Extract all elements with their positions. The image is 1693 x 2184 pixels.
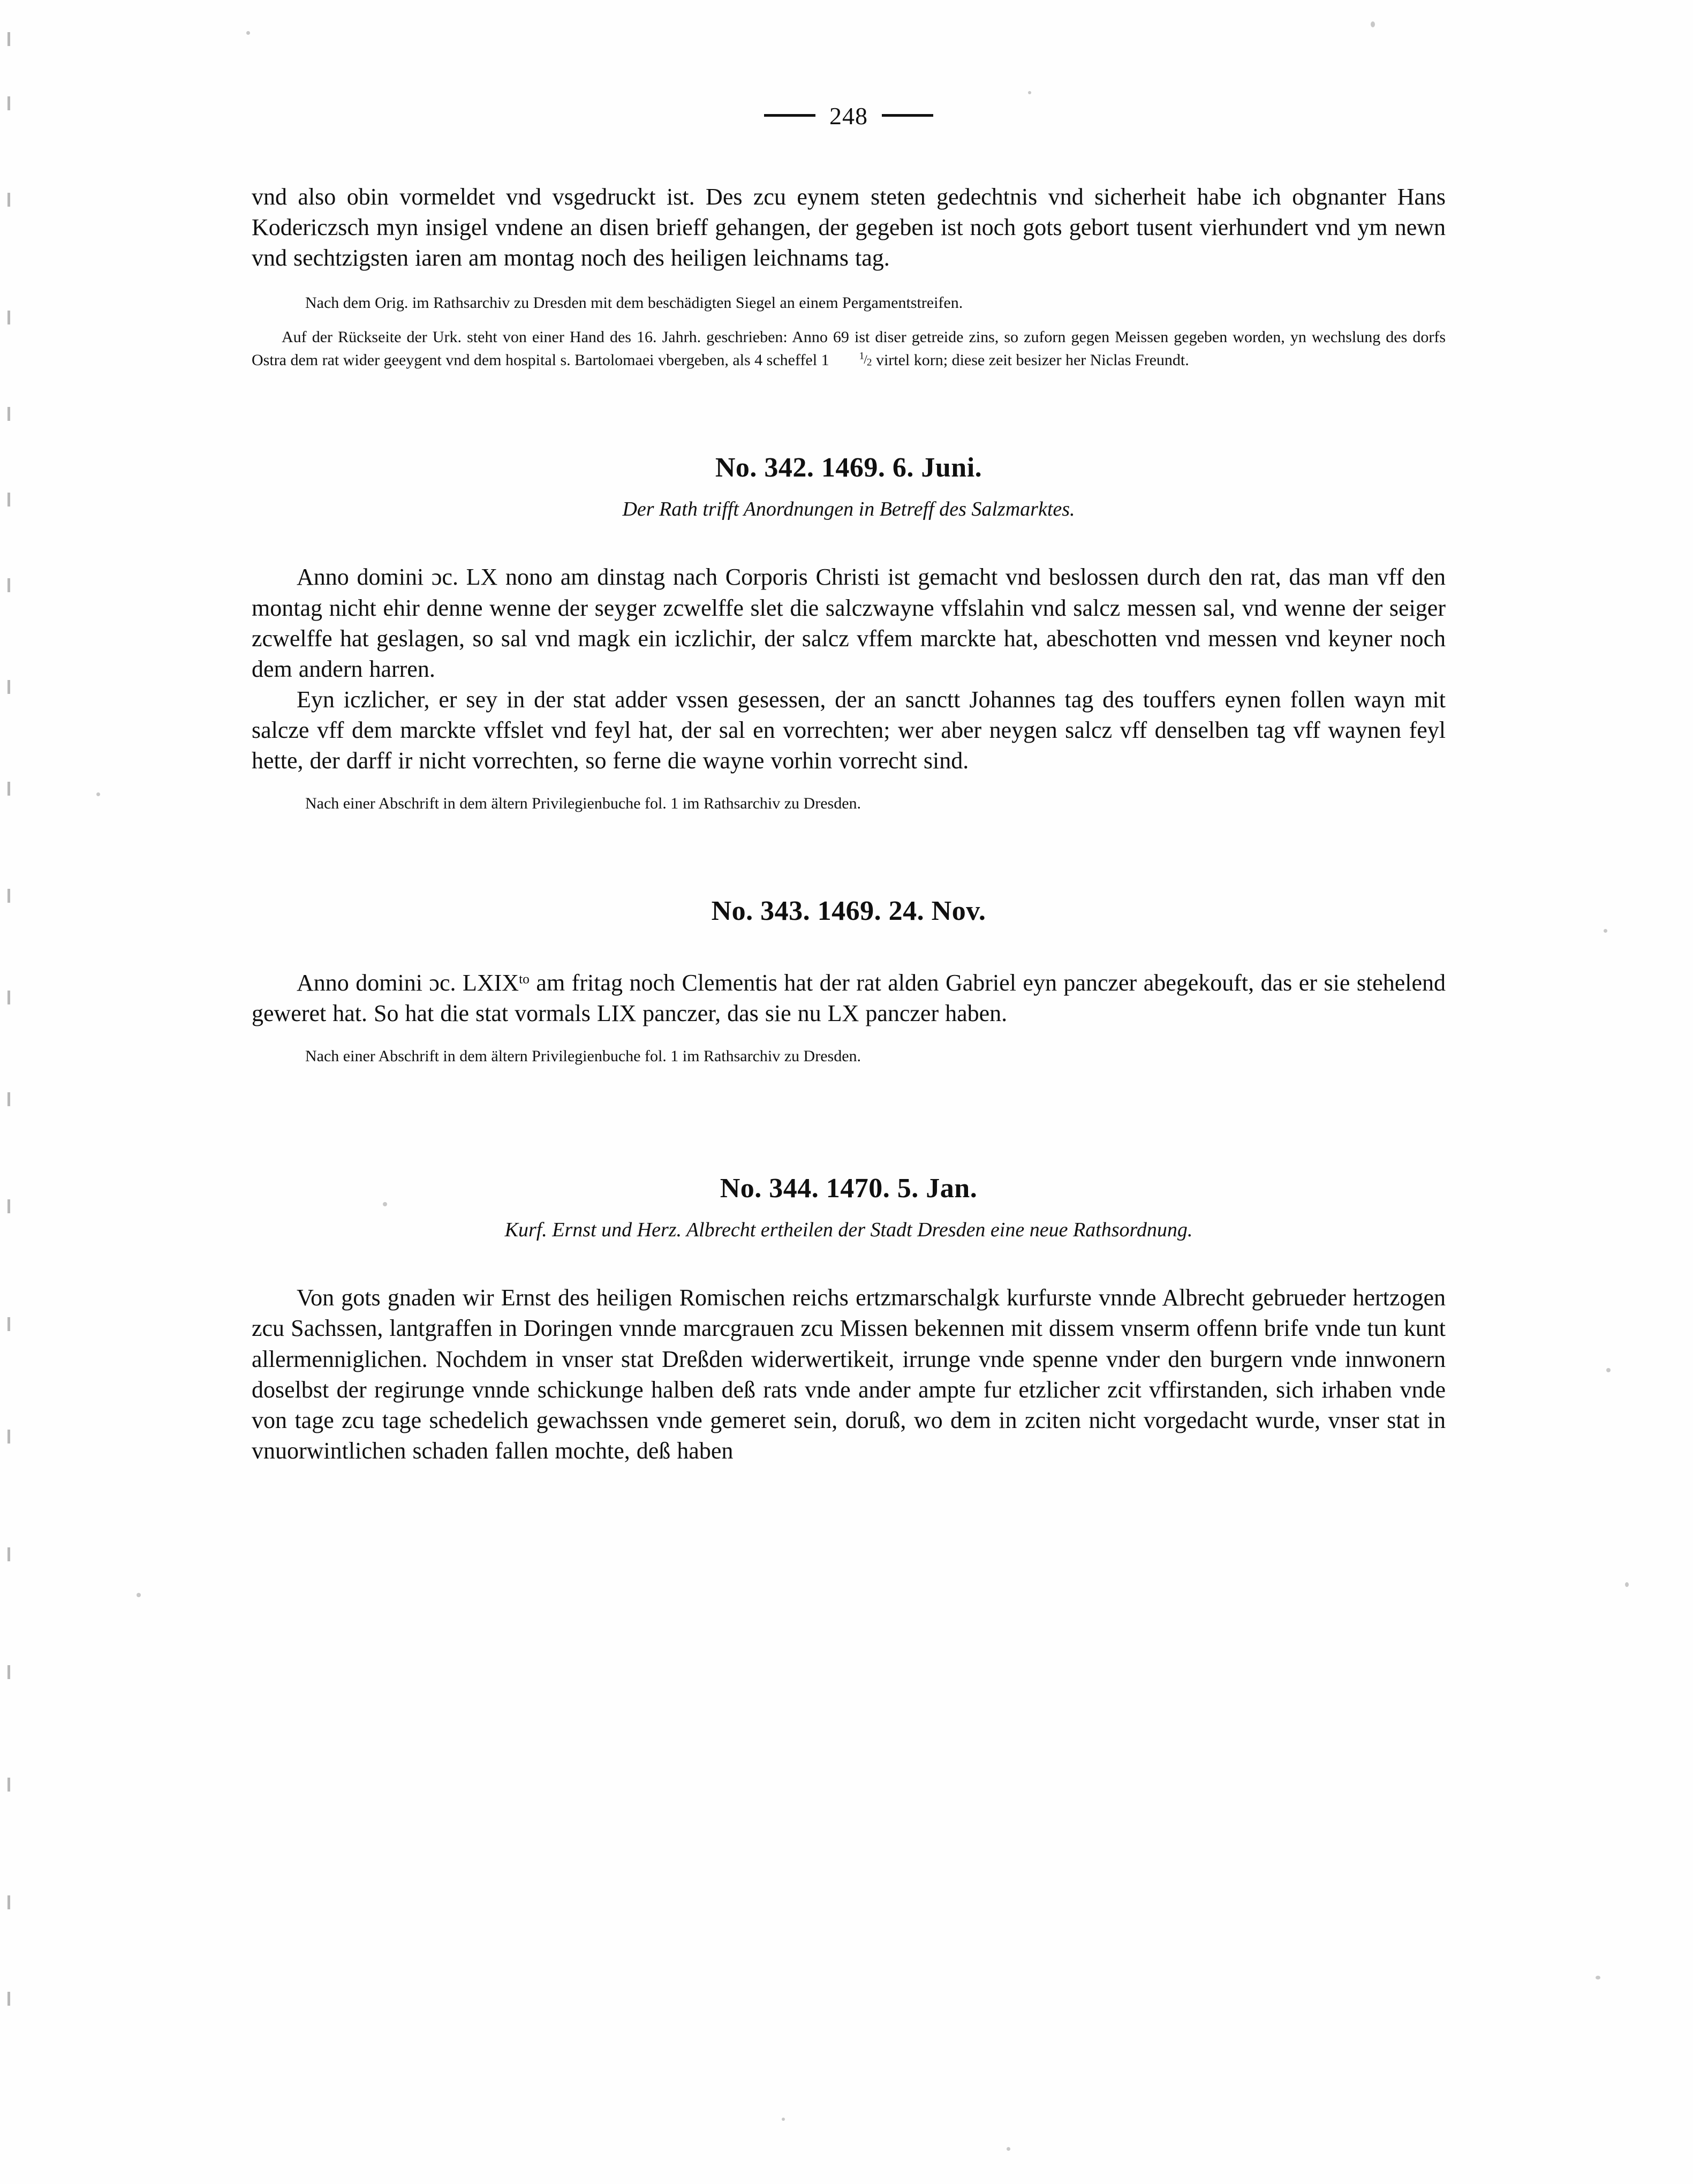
- doc343-paragraph-rest: am fritag noch Clementis hat der rat alden Gabriel eyn panczer abegekouft, das er sie stehelend geweret hat. So hat die stat vormals LIX panczer, das sie nu LX panczer haben.: [252, 970, 1446, 1027]
- doc341-notes: [252, 292, 1446, 372]
- scan-speckle: [782, 2118, 785, 2121]
- page-number-header: [252, 102, 1446, 130]
- page-number-rule-left: [764, 114, 815, 117]
- scan-edge-artifacts: [7, 32, 13, 2013]
- doc341-verso-note-part2: virtel korn; diese zeit besizer her Niclas Freundt.: [872, 351, 1189, 369]
- scan-speckle: [1028, 91, 1031, 94]
- scan-speckle: [96, 792, 100, 796]
- doc341-tail-paragraph: vnd also obin vormeldet vnd vsgedruckt ist. Des zcu eynem steten gedechtnis vnd sicherheit habe ich obgnanter Hans Kodericzsch myn insigel vndene an disen brieff gehangen, der gegeben ist noch gots gebort tusent vierhundert vnd ym newn vnd sechtzigsten iaren am montag noch des heiligen leichnams tag.: [252, 184, 1446, 271]
- spacer: [252, 1029, 1446, 1045]
- scan-speckle: [1606, 1368, 1611, 1372]
- spacer: [252, 1242, 1446, 1282]
- doc344-heading: No. 344. 1470. 5. Jan.: [720, 1173, 978, 1204]
- scan-speckle: [1625, 1582, 1629, 1587]
- doc342-subtitle: Der Rath trifft Anordnungen in Betreff des Salzmarktes.: [622, 498, 1075, 521]
- doc342-heading: No. 342. 1469. 6. Juni.: [715, 452, 982, 483]
- doc343-ordinal-superscript: to: [519, 971, 530, 987]
- fraction-numerator: 1: [859, 350, 865, 362]
- fraction-denominator: 2: [866, 357, 872, 368]
- spacer: [252, 521, 1446, 562]
- doc341-verso-note-part1: Auf der Rückseite der Urk. steht von einer Hand des 16. Jahrh. geschrieben: Anno 69 ist diser getreide zins, so zuforn gegen Meissen gegeben worden, yn wechslung des dorfs Ostra dem rat wider geeygent vnd dem hospital s. Bartolomaei vbergeben, als 4 scheffel 1: [252, 328, 1446, 369]
- doc343-source-note: Nach einer Abschrift in dem ältern Privilegienbuche fol. 1 im Rathsarchiv zu Dresden.: [305, 1047, 861, 1065]
- page-content: [252, 102, 1446, 1466]
- spacer: [252, 372, 1446, 452]
- doc342-paragraph-2: Eyn iczlicher, er sey in der stat adder vssen gesessen, der an sanctt Johannes tag des touffers eynen follen wayn mit salcze vff dem marckte vffslet vnd feyl hat, der sal en vorrechten; wer aber neygen salcz vff denselben tag vff waynen feyl hette, der darff ir nicht vorrechten, so ferne die wayne vorhin vorrecht sind.: [252, 686, 1446, 774]
- doc341-verso-note: [252, 326, 1446, 372]
- scan-speckle: [1007, 2147, 1010, 2151]
- scan-speckle: [246, 31, 250, 35]
- page-number-rule-right: [882, 114, 933, 117]
- scan-speckle: [1604, 929, 1607, 933]
- doc342-paragraph-1: Anno domini ɔc. LX nono am dinstag nach Corporis Christi ist gemacht vnd beslossen durch den rat, das man vff den montag nicht ehir denne wenne der seyger zcwelffe slet die salczwayne vffslahin vnd salcz messen sal, vnd wenne der seiger zcwelffe hat geslagen, so sal vnd magk ein iczlichir, der salcz vffem marckte hat, abeschotten vnd messen vnd keyner noch dem andern harren.: [252, 564, 1446, 682]
- doc341-source-note: Nach dem Orig. im Rathsarchiv zu Dresden mit dem beschädigten Siegel an einem Pergamentstreifen.: [305, 293, 963, 312]
- doc344-paragraph-1: Von gots gnaden wir Ernst des heiligen Romischen reichs ertzmarschalgk kurfurste vnnde Albrecht gebrueder hertzogen zcu Sachssen, lantgraffen in Doringen vnnde marcgrauen zcu Missen bekennen mit dissem vnserm offenn brife vnde tun kunt allermenniglichen. Nochdem in vnser stat Dreßden widerwertikeit, irrunge vnde spenne vnder den burgern vnde innwonern doselbst der regirunge vnnde schickunge halben deß rats vnde ander ampte fur etzlicher zcit vffirstanden, sich irhaben vnde von tage zcu tage schedelich gewachssen vnde gemeret sein, doruß, wo dem in zciten nicht vorgedacht wurde, vnser stat in vnuorwintlichen schaden fallen mochte, deß haben: [252, 1284, 1446, 1464]
- fraction-bar: /: [864, 353, 867, 367]
- doc343-paragraph-prefix: Anno domini ɔc. LXIX: [297, 970, 519, 996]
- spacer: [252, 1068, 1446, 1148]
- doc343-heading: No. 343. 1469. 24. Nov.: [711, 896, 986, 927]
- scan-speckle: [137, 1593, 141, 1597]
- spacer: [252, 815, 1446, 895]
- spacer: [252, 927, 1446, 968]
- scan-speckle: [1596, 1976, 1600, 1979]
- spacer: [252, 1148, 1446, 1173]
- doc342-source-note: Nach einer Abschrift in dem ältern Privilegienbuche fol. 1 im Rathsarchiv zu Dresden.: [305, 794, 861, 812]
- fraction-one-half: [829, 351, 872, 370]
- doc343-paragraph: [252, 968, 1446, 1029]
- page-number: 248: [829, 102, 868, 130]
- scan-speckle: [1371, 21, 1375, 27]
- doc344-subtitle: Kurf. Ernst und Herz. Albrecht ertheilen der Stadt Dresden eine neue Rathsordnung.: [504, 1219, 1193, 1242]
- spacer: [252, 776, 1446, 792]
